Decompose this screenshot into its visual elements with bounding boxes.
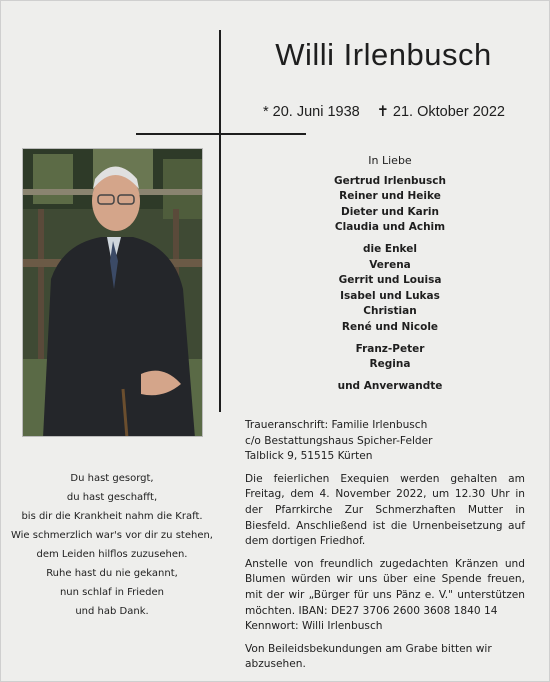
mourner-line: Regina <box>369 358 411 371</box>
mourning-address <box>245 418 525 465</box>
mourner-line: Verena <box>369 258 411 271</box>
poem-line: Ruhe hast du nie gekannt, <box>46 568 178 579</box>
mourners-intro: In Liebe <box>368 154 412 167</box>
address-line: Traueranschrift: Familie Irlenbusch <box>245 419 428 431</box>
mourner-line: Claudia und Achim <box>334 221 446 234</box>
poem-line: bis dir die Krankheit nahm die Kraft. <box>21 511 203 522</box>
deceased-name: Willi Irlenbusch <box>275 37 492 72</box>
poem-line: und hab Dank. <box>75 606 149 617</box>
birth-date: * 20. Juni 1938 <box>263 104 360 120</box>
service-notice: Die feierlichen Exequien werden gehalten am Freitag, dem 4. November 2022, um 12.30 Uhr in der Pfarrkirche Zur Schmerzhaften Mutter in Biesfeld. Anschließend ist die Urnenbeisetzung auf dem dortigen Friedhof. <box>245 472 525 548</box>
address-line: Talblick 9, 51515 Kürten <box>245 450 373 463</box>
poem-line: Wie schmerzlich war's vor dir zu stehen, <box>10 530 213 541</box>
poem-line: du hast geschafft, <box>66 492 158 503</box>
cross-vertical-bar <box>219 30 221 412</box>
death-date: ✝ 21. Oktober 2022 <box>376 104 505 120</box>
donation-notice <box>245 557 525 635</box>
mourners-list <box>301 153 479 394</box>
condolences-notice: Von Beileidsbekundungen am Grabe bitten wir abzusehen. <box>245 642 492 671</box>
portrait-image <box>23 149 203 437</box>
portrait-photo <box>22 148 203 437</box>
poem-line: nun schlaf in Frieden <box>59 587 165 598</box>
mourner-line: Franz-Peter <box>355 342 425 355</box>
poem-line: dem Leiden hilflos zuzusehen. <box>36 549 188 560</box>
address-line: c/o Bestattungshaus Spicher-Felder <box>245 434 433 447</box>
mourner-line: René und Nicole <box>341 320 439 333</box>
life-dates <box>263 104 522 120</box>
mourner-line: Dieter und Karin <box>340 205 439 218</box>
mourner-line: Gertrud Irlenbusch <box>334 174 446 187</box>
mourners-closing: und Anverwandte <box>337 379 443 392</box>
memorial-poem <box>1 469 223 621</box>
mourner-line: Gerrit und Louisa <box>338 274 442 287</box>
mourner-line: die Enkel <box>363 242 417 255</box>
mourner-line: Reiner und Heike <box>339 190 441 203</box>
cross-horizontal-bar <box>136 133 306 135</box>
donation-keyword: Kennwort: Willi Irlenbusch <box>245 620 383 633</box>
donation-text: Anstelle von freundlich zugedachten Kränzen und Blumen würden wir uns über eine Spende freuen, mit der wir „Bürger für uns Pänz e. V." unterstützen möchten. IBAN: DE27 3706 2600 3608 1840 14 <box>245 557 525 617</box>
mourner-line: Isabel und Lukas <box>340 289 440 302</box>
notice-details <box>245 418 525 680</box>
poem-line: Du hast gesorgt, <box>70 473 154 484</box>
mourner-line: Christian <box>363 305 417 318</box>
